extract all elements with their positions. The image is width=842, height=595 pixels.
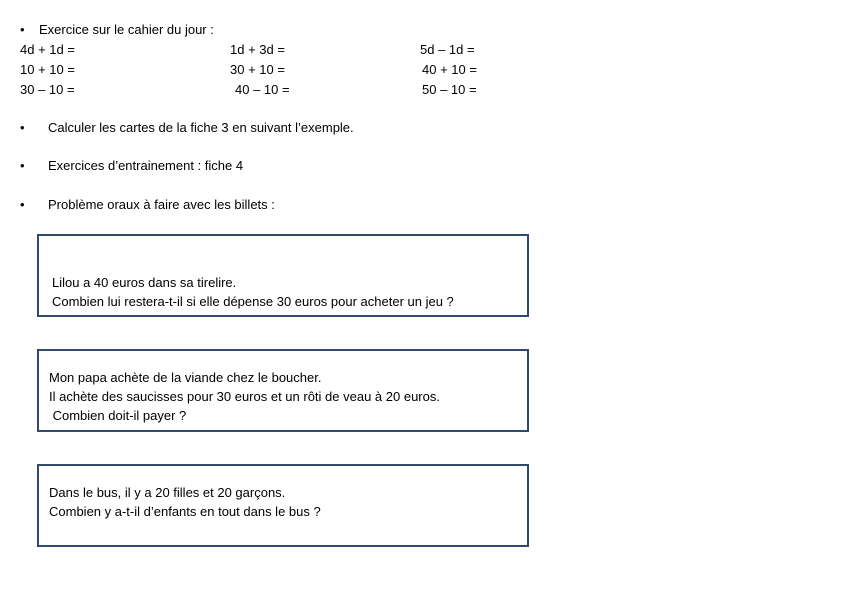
instruction-text: Exercices d’entrainement : fiche 4 [48,158,244,173]
problem-box [37,349,529,432]
calc-item: 5d – 1d = [420,42,475,57]
problem-line: Dans le bus, il y a 20 filles et 20 garçons. [49,485,286,500]
calc-item: 40 – 10 = [235,82,290,97]
calc-item: 50 – 10 = [422,82,477,97]
problem-line: Combien lui restera-t-il si elle dépense 30 euros pour acheter un jeu ? [52,294,454,309]
calc-item: 30 + 10 = [230,62,285,77]
problem-line: Lilou a 40 euros dans sa tirelire. [52,275,237,290]
calc-item: 40 + 10 = [422,62,477,77]
problem-box [37,464,529,547]
instruction-text: Calculer les cartes de la fiche 3 en suivant l’exemple. [48,120,354,135]
instruction-bullet: • [20,158,25,173]
problem-box [37,234,529,317]
problem-line: Combien doit-il payer ? [49,408,187,423]
instruction-text: Problème oraux à faire avec les billets : [48,197,275,212]
instruction-bullet: • [20,197,25,212]
calc-item: 10 + 10 = [20,62,75,77]
heading-bullet: • [20,22,25,37]
problem-line: Il achète des saucisses pour 30 euros et un rôti de veau à 20 euros. [49,389,440,404]
calc-item: 4d + 1d = [20,42,75,57]
calc-item: 30 – 10 = [20,82,75,97]
problem-line: Mon papa achète de la viande chez le boucher. [49,370,322,385]
calc-item: 1d + 3d = [230,42,285,57]
problem-line: Combien y a-t-il d’enfants en tout dans le bus ? [49,504,321,519]
instruction-bullet: • [20,120,25,135]
heading-text: Exercice sur le cahier du jour : [39,22,214,37]
